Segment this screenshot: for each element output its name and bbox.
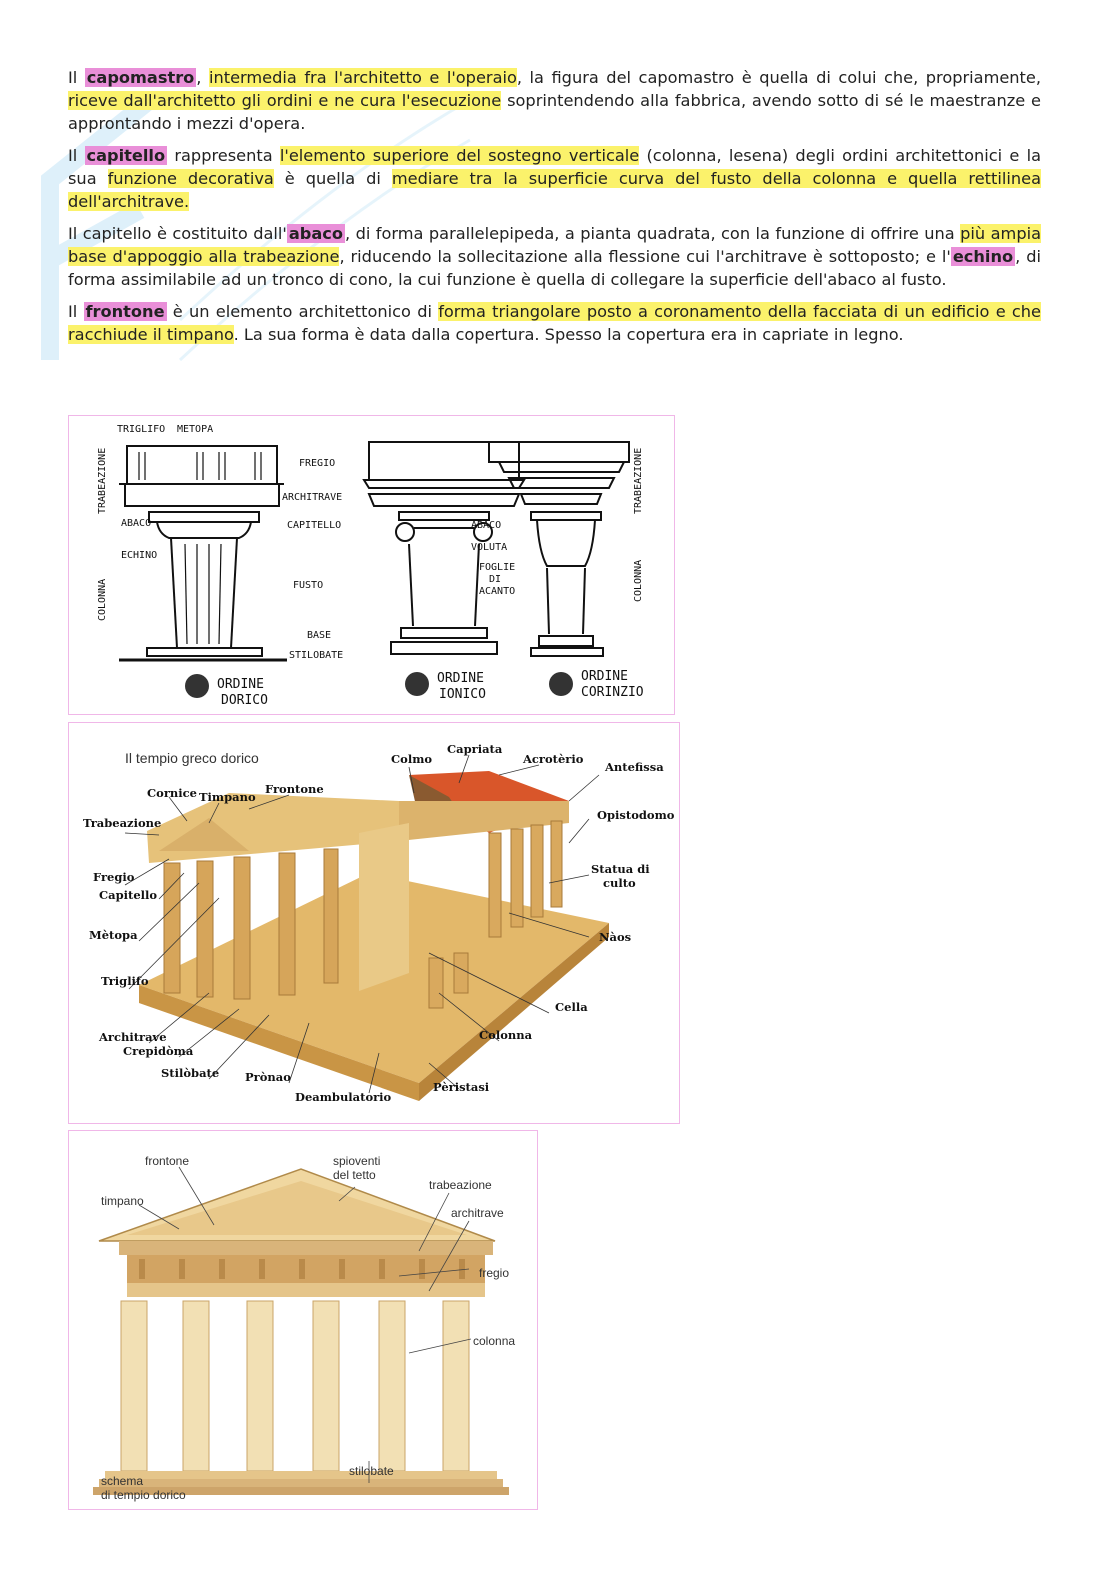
label-frontone: frontone [145, 1154, 190, 1168]
label-antefissa: Antefissa [605, 760, 664, 774]
label-crepidoma: Crepidòma [123, 1044, 194, 1058]
label-trabeazione-left: TRABEAZIONE [97, 447, 108, 514]
label-naos: Nàos [599, 930, 632, 944]
text-block [68, 66, 1041, 355]
text: Il [68, 68, 85, 87]
paragraph-abaco [68, 222, 1041, 291]
text: Il [68, 146, 85, 165]
label-foglie-di: DI [489, 574, 502, 585]
text: Il capitello è costituito dall' [68, 224, 287, 243]
text: , la figura del capomastro è quella di colui che, propriamente, [516, 68, 1042, 87]
label-capitello: CAPITELLO [287, 520, 342, 531]
label-architrave: architrave [451, 1206, 504, 1220]
label-architrave: Architrave [99, 1030, 167, 1044]
text: Il [68, 302, 84, 321]
label-stilobate: Stilòbate [161, 1066, 220, 1080]
term-abaco: abaco [288, 224, 344, 243]
figure-temple-facade-schema [68, 1130, 538, 1510]
label-triglifo: Triglifo [101, 974, 149, 988]
highlight: mediare tra la superficie curva del fusto della colonna e quella rettilinea dell'architrave. [68, 169, 1042, 211]
label-deambulatorio: Deambulatorio [295, 1090, 392, 1104]
term-echino: echino [952, 247, 1014, 266]
text: , riducendo la sollecitazione alla flessione cui l'architrave è sottoposto; e l' [339, 247, 951, 266]
label-base: BASE [307, 630, 332, 641]
label-foglie: FOGLIE [479, 562, 516, 573]
label-fusto: FUSTO [293, 580, 324, 591]
label-spioventi-1: spioventi [333, 1154, 381, 1168]
label-triglifo: TRIGLIFO [117, 424, 166, 435]
highlight: l'elemento superiore del sostegno verticale [279, 146, 640, 165]
label-capriata: Capriata [447, 742, 503, 756]
paragraph-capitello [68, 144, 1041, 213]
text: , [196, 68, 209, 87]
label-colmo: Colmo [391, 752, 433, 766]
label-acanto: ACANTO [479, 586, 516, 597]
term-capitello: capitello [86, 146, 166, 165]
label-pronao: Prònao [245, 1070, 291, 1084]
label-timpano: Timpano [199, 790, 256, 804]
paragraph-capomastro [68, 66, 1041, 135]
label-fregio: Fregio [93, 870, 135, 884]
highlight: più ampia base d'appoggio alla trabeazione [68, 224, 1042, 266]
label-voluta: VOLUTA [471, 542, 508, 553]
label-ordine-ionico-2: IONICO [439, 687, 486, 702]
label-cornice: Cornice [147, 786, 197, 800]
label-spioventi-2: del tetto [333, 1168, 376, 1182]
text: (colonna, lesena) degli ordini architettonici e la sua [68, 146, 1041, 188]
term-frontone: frontone [85, 302, 165, 321]
text: . La sua forma è data dalla copertura. Spesso la copertura era in capriate in legno. [233, 325, 904, 344]
text: , di forma assimilabile ad un tronco di cono, la cui funzione è quella di collegare la superficie dell'abaco al fusto. [68, 247, 1041, 289]
label-opistodomo: Opistodomo [597, 808, 675, 822]
label-abaco-left: ABACO [121, 518, 152, 529]
label-fregio: FREGIO [299, 458, 336, 469]
label-trabeazione: trabeazione [429, 1178, 492, 1192]
figure-orders-diagram [68, 415, 675, 715]
label-statua-1: Statua di [591, 862, 650, 876]
highlight: forma triangolare posto a coronamento della facciata di un edificio e che racchiude il timpano [68, 302, 1041, 344]
label-stilobate: STILOBATE [289, 650, 344, 661]
label-schema-2: di tempio dorico [101, 1488, 186, 1502]
text: rappresenta [167, 146, 280, 165]
label-metopa: Mètopa [89, 928, 138, 942]
label-ordine-corinzio-2: CORINZIO [581, 685, 644, 700]
highlight: funzione decorativa [107, 169, 274, 188]
highlight: riceve dall'architetto gli ordini e ne cura l'esecuzione [68, 91, 502, 110]
label-frontone: Frontone [265, 782, 324, 796]
label-schema-1: schema [101, 1474, 144, 1488]
label-trabeazione: Trabeazione [83, 816, 162, 830]
label-timpano: timpano [101, 1194, 144, 1208]
label-ordine-ionico-1: ORDINE [437, 671, 484, 686]
highlight: intermedia fra l'architetto e l'operaio [208, 68, 517, 87]
label-statua-2: culto [603, 876, 636, 890]
label-ordine-corinzio-1: ORDINE [581, 669, 628, 684]
label-colonna: Colonna [479, 1028, 533, 1042]
text: , di forma parallelepipeda, a pianta quadrata, con la funzione di offrire una [345, 224, 961, 243]
label-echino: ECHINO [121, 550, 158, 561]
figure-title: Il tempio greco dorico [125, 750, 259, 766]
text: è un elemento architettonico di [166, 302, 439, 321]
paragraph-frontone [68, 300, 1041, 346]
label-colonna-left: COLONNA [97, 578, 108, 621]
label-peristasi: Pèristasi [433, 1080, 490, 1094]
text: è quella di [273, 169, 392, 188]
text: soprintendendo alla fabbrica, avendo sotto di sé le maestranze e approntando i mezzi d'opera. [68, 91, 1041, 133]
label-trabeazione-right: TRABEAZIONE [633, 447, 644, 514]
label-cella: Cella [555, 1000, 588, 1014]
label-architrave: ARCHITRAVE [282, 492, 343, 503]
label-ordine-dorico-1: ORDINE [217, 677, 264, 692]
figure-doric-temple-cutaway [68, 722, 680, 1124]
label-ordine-dorico-2: DORICO [221, 693, 268, 708]
label-capitello: Capitello [99, 888, 158, 902]
label-acroterio: Acrotèrio [523, 752, 584, 766]
label-abaco-mid: ABACO [471, 520, 502, 531]
label-metopa: METOPA [177, 424, 214, 435]
label-colonna-right: COLONNA [633, 559, 644, 602]
label-fregio: fregio [479, 1266, 510, 1280]
label-stilobate: stilobate [349, 1464, 394, 1478]
term-capomastro: capomastro [86, 68, 195, 87]
label-colonna: colonna [473, 1334, 516, 1348]
